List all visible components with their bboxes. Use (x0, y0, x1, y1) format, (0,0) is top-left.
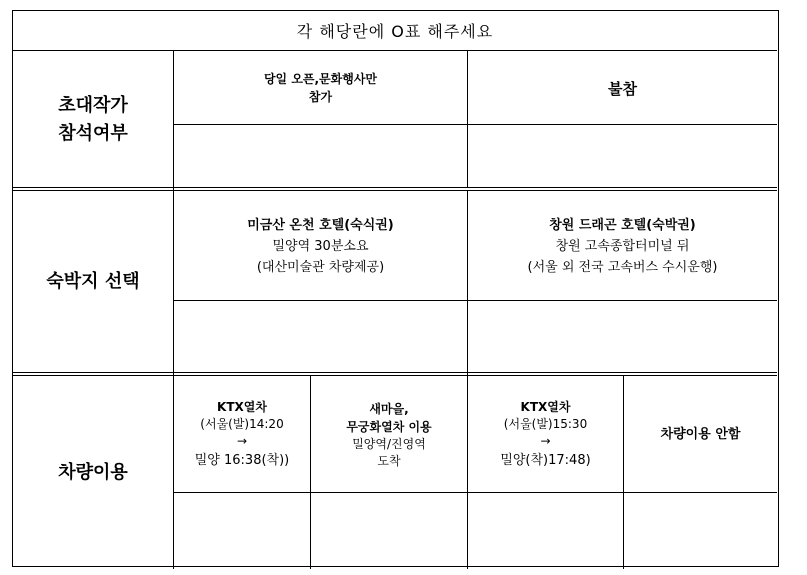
transport-option2-line4: 도착 (377, 453, 401, 468)
transport-row-header (13, 377, 173, 568)
transport-option3-line3: → (540, 434, 551, 448)
lodging-option1-name: 미금산 온천 호텔(숙식권) (247, 217, 394, 233)
absent-option-text: 불참 (608, 79, 637, 98)
transport-option3-line1: KTX열차 (520, 400, 571, 414)
lodging-option1-line2: 밀양역 30분소요 (272, 238, 369, 254)
invitation-header-line1: 초대작가 (58, 95, 128, 116)
lodging-option2-line3: (서울 외 전국 고속버스 수시운행) (527, 259, 718, 275)
transport-option1-line4: 밀양 16:38(착)) (194, 453, 290, 468)
absent-option-label (468, 52, 777, 124)
lodging-header-text: 숙박지 선택 (46, 271, 140, 292)
transport-option4-checkbox[interactable] (624, 493, 777, 568)
transport-option2-line3: 밀양역/진영역 (352, 436, 426, 451)
lodging-option2-name: 창원 드래곤 호텔(숙박권) (549, 217, 696, 233)
transport-option1-checkbox[interactable] (174, 493, 310, 568)
form-title-text: 각 해당란에 O표 해주세요 (296, 22, 494, 41)
transport-option1-line3: → (236, 434, 248, 448)
attend-event-checkbox[interactable] (174, 125, 467, 187)
transport-option3-checkbox[interactable] (468, 493, 623, 568)
lodging-option1-label (174, 192, 467, 300)
transport-option2-line1: 새마을, (369, 401, 409, 416)
transport-option2-line2: 무궁화열차 이용 (346, 419, 432, 434)
transport-option4-text: 차량이용 안함 (660, 427, 741, 442)
transport-option1-line1: KTX열차 (217, 400, 267, 414)
lodging-option2-line2: 창원 고속종합터미널 뒤 (555, 238, 690, 254)
attend-event-line2: 참가 (308, 90, 333, 104)
absent-checkbox[interactable] (468, 125, 777, 187)
form-title (13, 11, 777, 50)
transport-option3-line4: 밀양(착)17:48) (500, 453, 591, 468)
lodging-option2-label (468, 192, 777, 300)
lodging-option1-line3: (대산미술관 차량제공) (256, 259, 385, 275)
transport-option2-checkbox[interactable] (311, 493, 467, 568)
transport-option1-label (174, 377, 310, 492)
transport-option3-label (468, 377, 623, 492)
transport-header-text: 차량이용 (58, 461, 128, 483)
rsvp-form (12, 10, 779, 567)
attend-event-option-label (174, 52, 467, 124)
lodging-row-header (13, 192, 173, 372)
transport-option3-line2: (서울(발)15:30 (503, 417, 588, 431)
invitation-header-line2: 참석여부 (58, 123, 128, 144)
transport-option4-label (624, 377, 777, 492)
transport-option1-line2: (서울(발)14:20 (200, 417, 284, 431)
lodging-option1-checkbox[interactable] (174, 301, 467, 375)
attend-event-line1: 당일 오픈,문화행사만 (263, 72, 378, 86)
transport-option2-label (311, 377, 467, 492)
lodging-option2-checkbox[interactable] (468, 301, 777, 375)
invitation-row-header (13, 52, 173, 188)
